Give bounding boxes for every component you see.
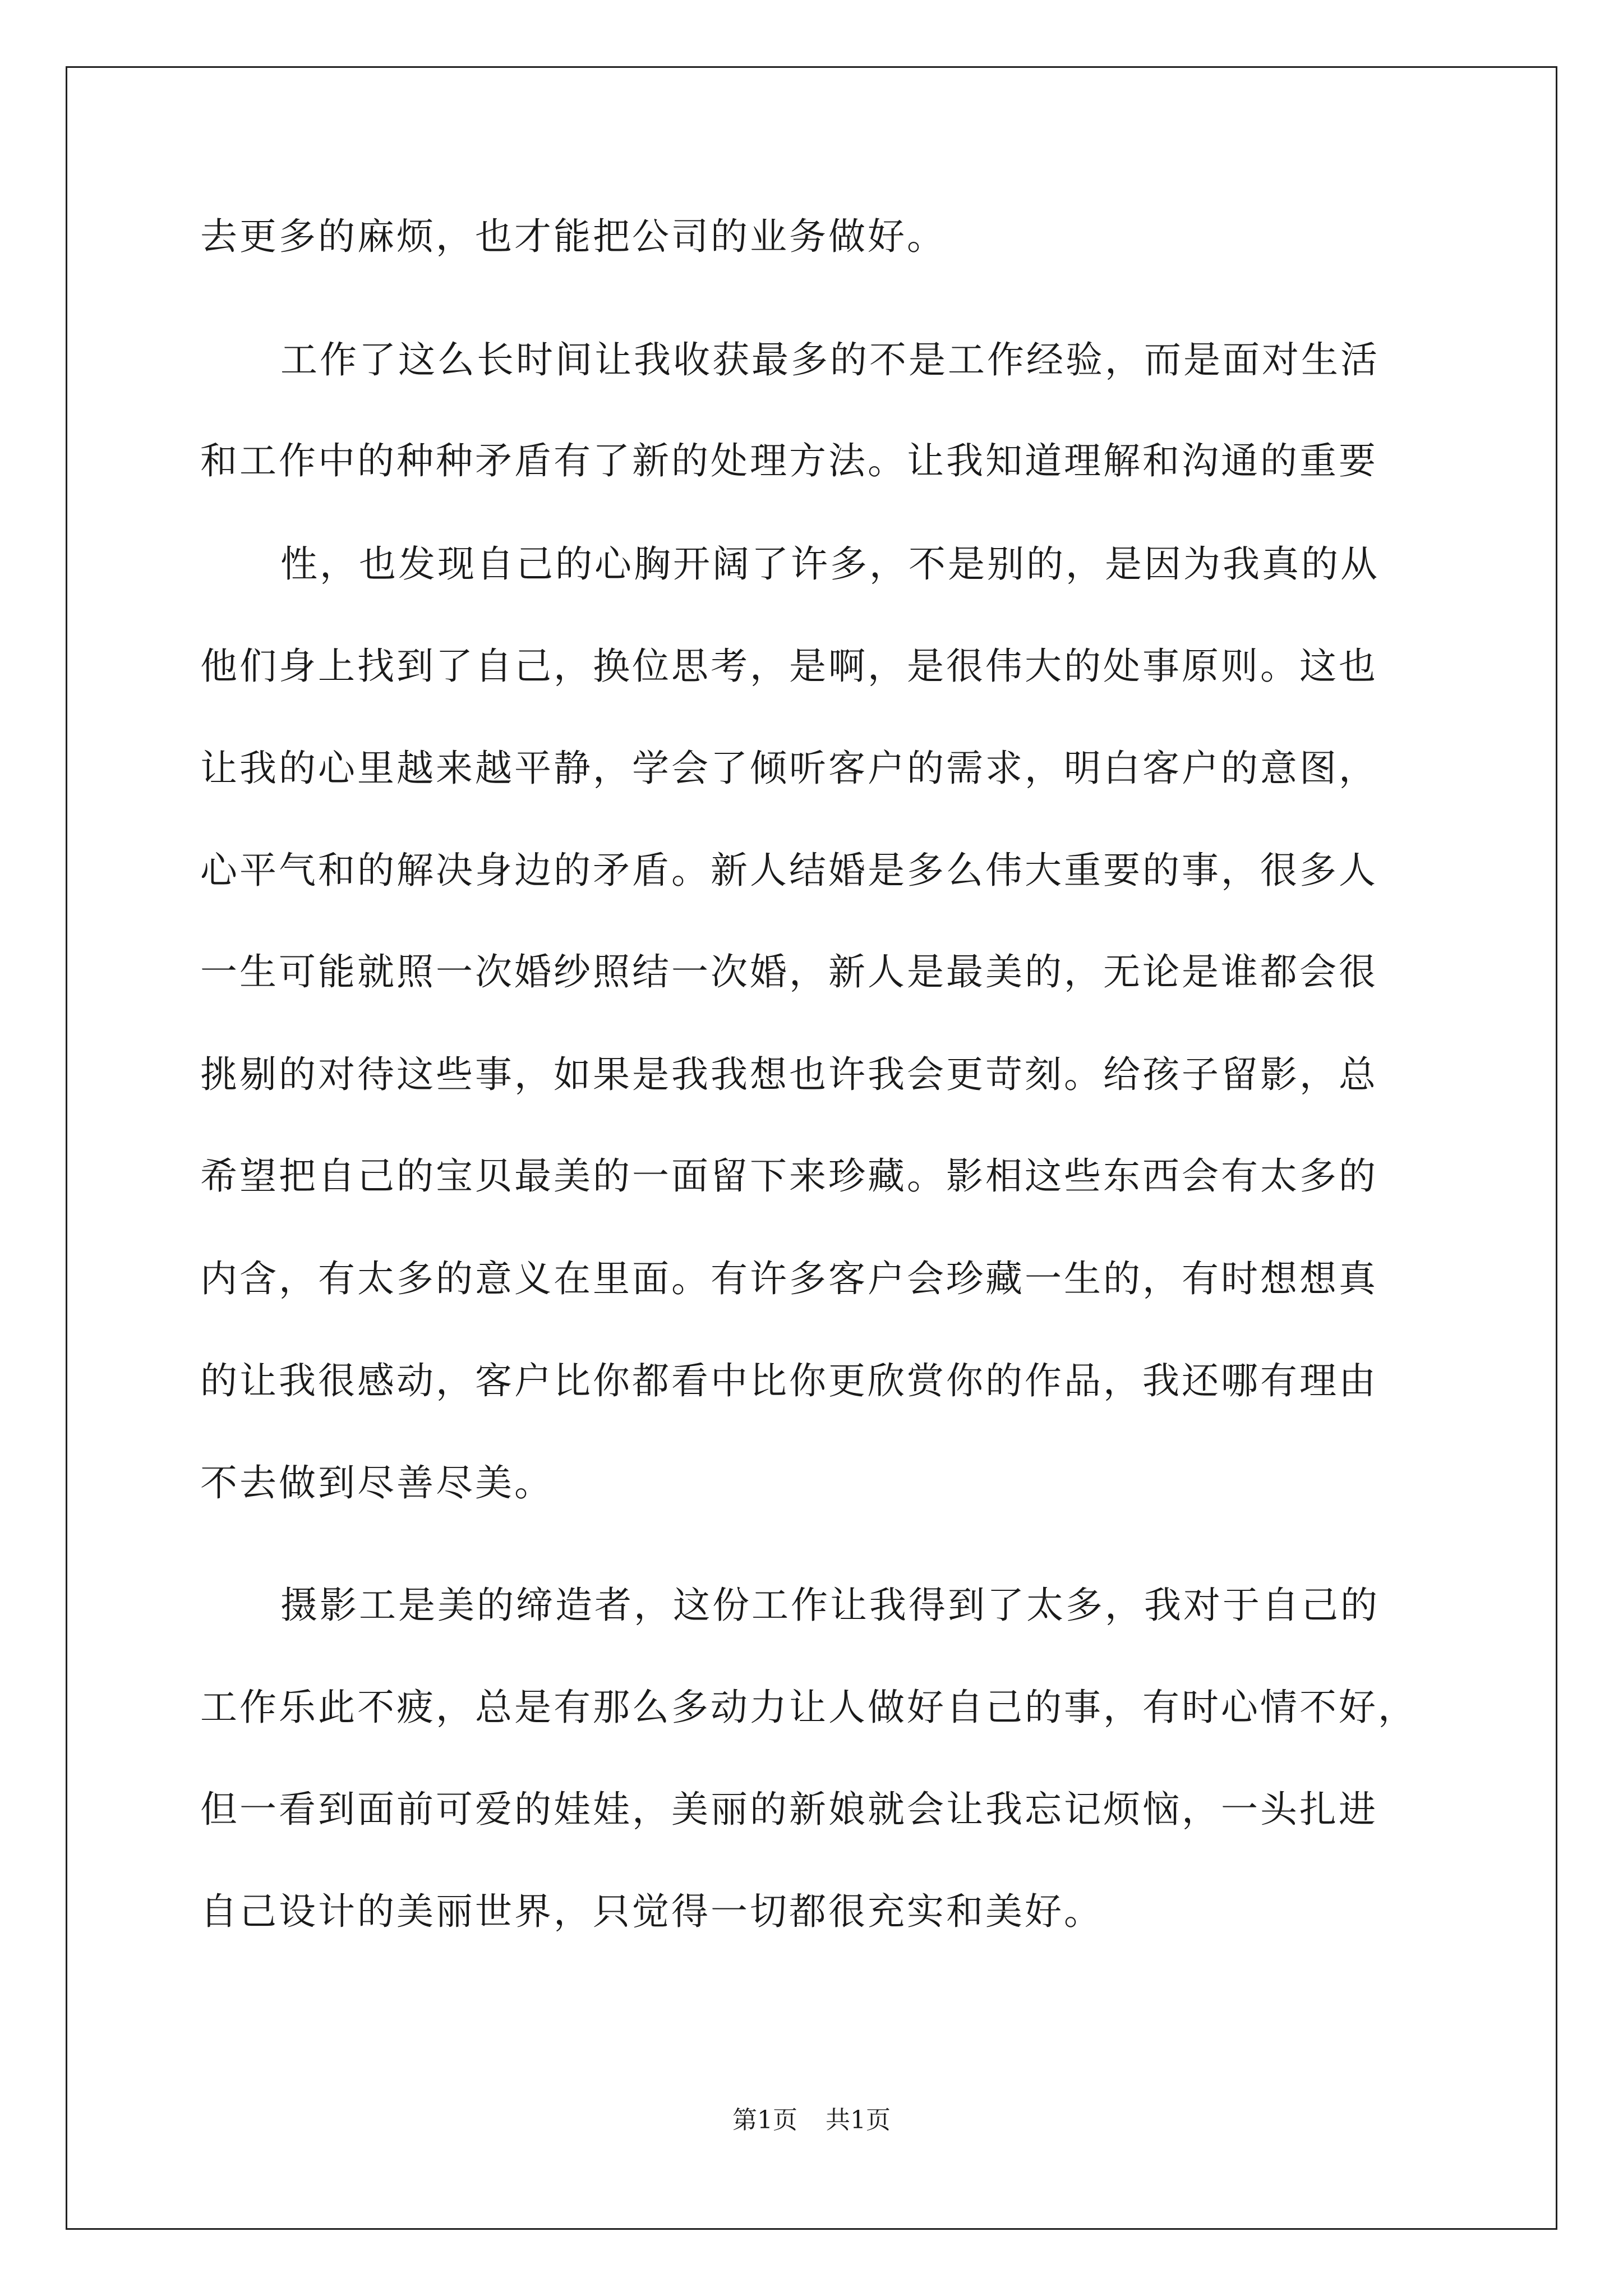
paragraph-line: 希望把自己的宝贝最美的一面留下来珍藏。影相这些东西会有太多的 [200, 1154, 1378, 1198]
page-total: 共1页 [826, 2106, 891, 2134]
page-number: 第1页 [732, 2106, 797, 2134]
paragraph-line: 性，也发现自己的心胸开阔了许多，不是别的，是因为我真的从 [280, 542, 1380, 586]
paragraph-line: 工作乐此不疲，总是有那么多动力让人做好自己的事，有时心情不好， [200, 1686, 1417, 1729]
paragraph-line: 他们身上找到了自己，换位思考，是啊，是很伟大的处事原则。这也 [200, 645, 1378, 688]
paragraph-line: 和工作中的种种矛盾有了新的处理方法。让我知道理解和沟通的重要 [200, 439, 1378, 482]
page-footer [0, 2105, 1623, 2136]
paragraph-line: 自己设计的美丽世界，只觉得一切都很充实和美好。 [200, 1890, 1103, 1933]
paragraph-line: 但一看到面前可爱的娃娃，美丽的新娘就会让我忘记烦恼，一头扎进 [200, 1788, 1378, 1831]
paragraph-line: 让我的心里越来越平静，学会了倾听客户的需求，明白客户的意图， [200, 747, 1378, 790]
paragraph-line: 挑剔的对待这些事，如果是我我想也许我会更苛刻。给孩子留影，总 [200, 1053, 1378, 1096]
paragraph-line: 不去做到尽善尽美。 [200, 1461, 554, 1504]
paragraph-line: 心平气和的解决身边的矛盾。新人结婚是多么伟大重要的事，很多人 [200, 849, 1378, 892]
paragraph-line: 摄影工是美的缔造者，这份工作让我得到了太多，我对于自己的 [280, 1584, 1380, 1627]
paragraph-line: 工作了这么长时间让我收获最多的不是工作经验，而是面对生活 [280, 338, 1380, 381]
paragraph-line: 一生可能就照一次婚纱照结一次婚，新人是最美的，无论是谁都会很 [200, 950, 1378, 993]
paragraph-line: 内含，有太多的意义在里面。有许多客户会珍藏一生的，有时想想真 [200, 1257, 1378, 1300]
paragraph-line: 去更多的麻烦，也才能把公司的业务做好。 [200, 215, 946, 258]
paragraph-line: 的让我很感动，客户比你都看中比你更欣赏你的作品，我还哪有理由 [200, 1359, 1378, 1402]
